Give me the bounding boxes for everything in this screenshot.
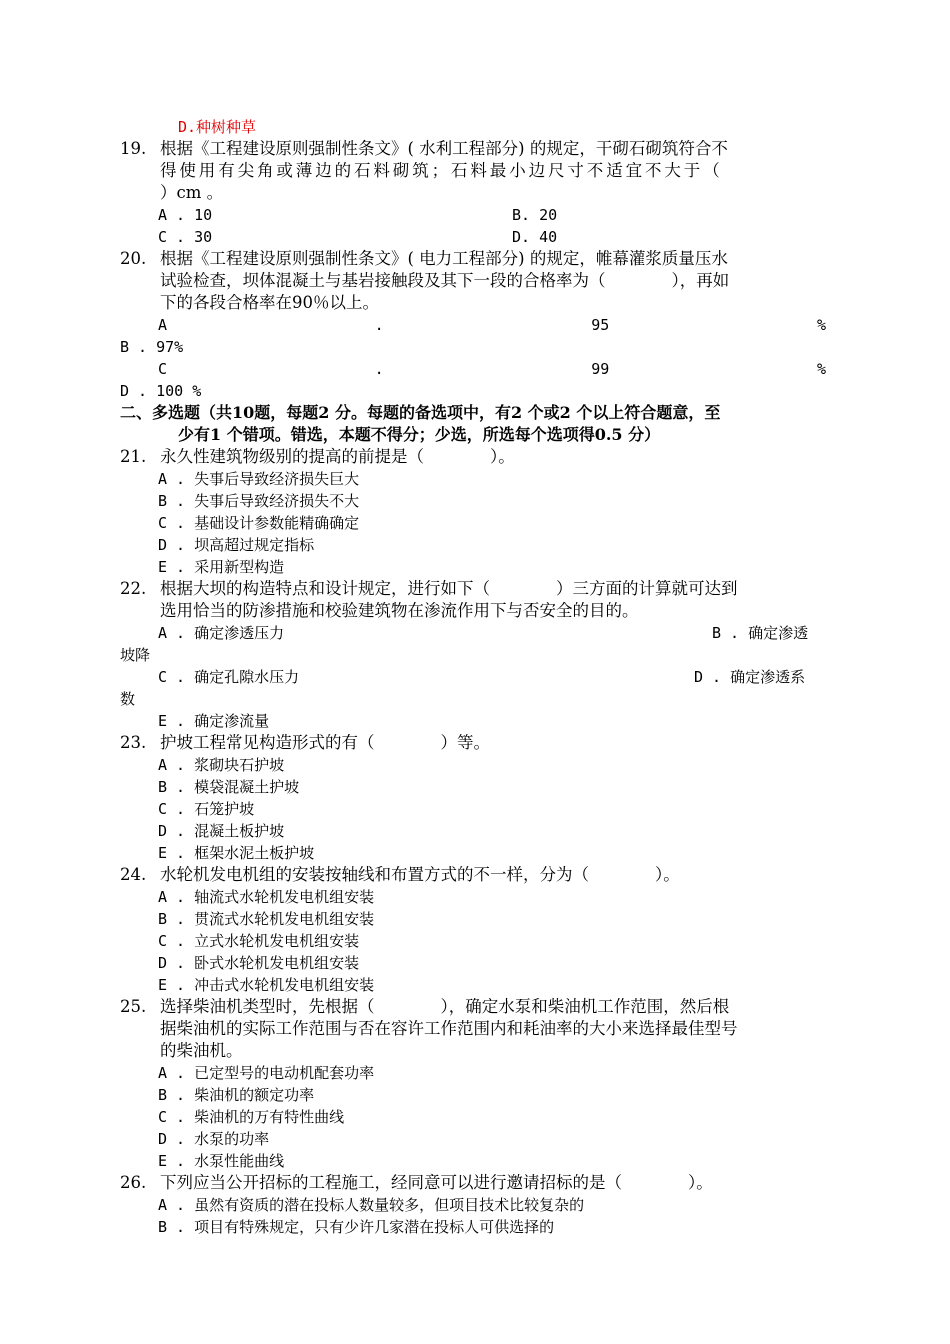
question-25-option-c: C . 柴油机的万有特性曲线	[158, 1108, 345, 1126]
question-22-option-b: B . 确定渗透	[712, 624, 809, 642]
question-25-number: 25.	[120, 997, 147, 1016]
question-23-option-a: A . 浆砌块石护坡	[158, 756, 285, 774]
question-24-number: 24.	[120, 865, 147, 884]
question-21-text: 永久性建筑物级别的提高的前提是（ ）。	[160, 447, 515, 466]
question-25-option-a: A . 已定型号的电动机配套功率	[158, 1064, 375, 1082]
question-25-line-3: 的柴油机。	[160, 1041, 243, 1060]
question-22-option-d-wrap: 数	[120, 690, 136, 708]
question-19-option-c: C . 30	[158, 228, 213, 246]
question-25-option-e: E . 水泵性能曲线	[158, 1152, 285, 1170]
question-26-text: 下列应当公开招标的工程施工，经同意可以进行邀请招标的是（ ）。	[160, 1173, 713, 1192]
question-22-option-b-wrap: 坡降	[120, 646, 151, 664]
question-23-option-b: B . 模袋混凝土护坡	[158, 778, 300, 796]
question-21-option-a: A . 失事后导致经济损失巨大	[158, 470, 360, 488]
question-25-line-1: 选择柴油机类型时，先根据（ ），确定水泵和柴油机工作范围，然后根	[160, 997, 730, 1016]
question-22-line-1: 根据大坝的构造特点和设计规定，进行如下（ ）三方面的计算就可达到	[160, 579, 738, 598]
question-26-number: 26.	[120, 1173, 147, 1192]
question-24-option-e: E . 冲击式水轮机发电机组安装	[158, 976, 375, 994]
question-25-option-b: B . 柴油机的额定功率	[158, 1086, 315, 1104]
question-22-option-e: E . 确定渗流量	[158, 712, 270, 730]
question-24-option-a: A . 轴流式水轮机发电机组安装	[158, 888, 375, 906]
question-22-line-2: 选用恰当的防渗措施和校验建筑物在渗流作用下与否安全的目的。	[160, 601, 639, 620]
question-24-text: 水轮机发电机组的安装按轴线和布置方式的不一样，分为（ ）。	[160, 865, 680, 884]
section-2-heading-line-2: 少有1 个错项。错选，本题不得分；少选，所选每个选项得0.5 分）	[178, 425, 661, 444]
question-19-option-b: B. 20	[512, 206, 558, 224]
question-21-option-c: C . 基础设计参数能精确确定	[158, 514, 360, 532]
question-19-line-3: ）cm 。	[160, 183, 224, 202]
question-24-option-c: C . 立式水轮机发电机组安装	[158, 932, 360, 950]
question-21-option-e: E . 采用新型构造	[158, 558, 285, 576]
question-20-option-a: A . 95 %	[158, 316, 826, 334]
question-20-line-1: 根据《工程建设原则强制性条文》( 电力工程部分) 的规定，帷幕灌浆质量压水	[160, 249, 728, 268]
question-23-option-c: C . 石笼护坡	[158, 800, 255, 818]
question-26-option-b: B . 项目有特殊规定，只有少许几家潜在投标人可供选择的	[158, 1218, 555, 1236]
question-20-number: 20.	[120, 249, 147, 268]
question-20-option-d: D . 100 %	[120, 382, 202, 400]
question-21-number: 21.	[120, 447, 147, 466]
question-22-option-d: D . 确定渗透系	[694, 668, 806, 686]
question-25-option-d: D . 水泵的功率	[158, 1130, 270, 1148]
question-19-option-d: D. 40	[512, 228, 558, 246]
question-22-option-c: C . 确定孔隙水压力	[158, 668, 300, 686]
question-20-line-2: 试验检查，坝体混凝土与基岩接触段及其下一段的合格率为（ ），再如	[160, 271, 730, 290]
question-23-text: 护坡工程常见构造形式的有（ ）等。	[160, 733, 490, 752]
question-20-option-c: C . 99 %	[158, 360, 826, 378]
question-24-option-d: D . 卧式水轮机发电机组安装	[158, 954, 360, 972]
question-22-option-a: A . 确定渗透压力	[158, 624, 285, 642]
question-26-option-a: A . 虽然有资质的潜在投标人数量较多，但项目技术比较复杂的	[158, 1196, 585, 1214]
question-22-number: 22.	[120, 579, 147, 598]
question-24-option-b: B . 贯流式水轮机发电机组安装	[158, 910, 375, 928]
question-19-option-a: A . 10	[158, 206, 213, 224]
question-23-option-e: E . 框架水泥土板护坡	[158, 844, 315, 862]
question-23-option-d: D . 混凝土板护坡	[158, 822, 285, 840]
question-20-option-b: B . 97%	[120, 338, 184, 356]
section-2-heading-line-1: 二、多选题（共10题，每题2 分。每题的备选项中，有2 个或2 个以上符合题意，至	[120, 403, 721, 422]
question-21-option-b: B . 失事后导致经济损失不大	[158, 492, 360, 510]
question-19-line-1: 根据《工程建设原则强制性条文》( 水利工程部分) 的规定，干砌石砌筑符合不	[160, 139, 728, 158]
question-25-line-2: 据柴油机的实际工作范围与否在容许工作范围内和耗油率的大小来选择最佳型号	[160, 1019, 738, 1038]
question-19-number: 19.	[120, 139, 147, 158]
question-19-line-2: 得使用有尖角或薄边的石料砌筑；石料最小边尺寸不适宜不大于（	[160, 161, 723, 180]
question-20-line-3: 下的各段合格率在90％以上。	[160, 293, 379, 312]
question-23-number: 23.	[120, 733, 147, 752]
question-21-option-d: D . 坝高超过规定指标	[158, 536, 315, 554]
prev-option-d: D.种树种草	[178, 118, 257, 136]
